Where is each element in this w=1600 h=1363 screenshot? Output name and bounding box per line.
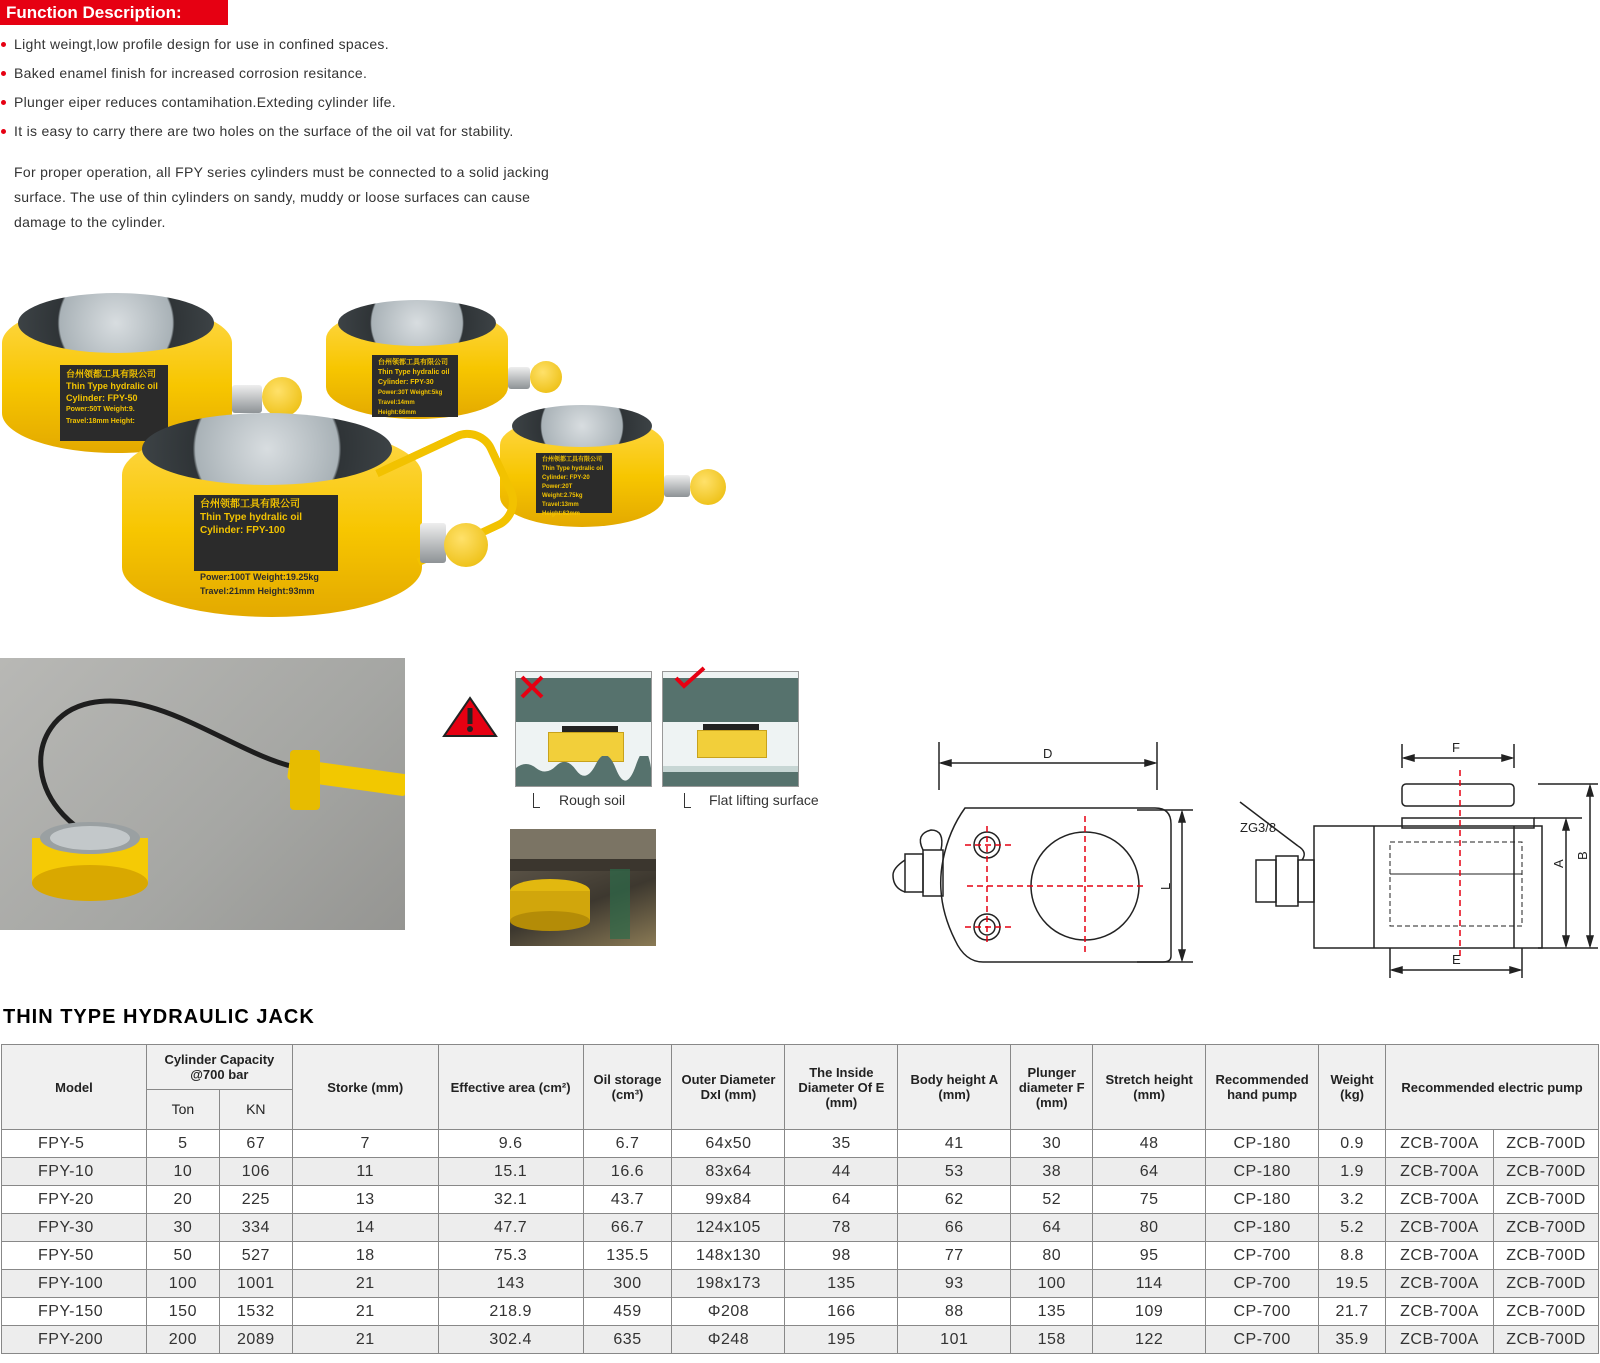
table-cell: 302.4 (438, 1326, 583, 1354)
table-cell: 80 (1093, 1214, 1206, 1242)
table-cell: CP-700 (1206, 1298, 1319, 1326)
table-cell: 109 (1093, 1298, 1206, 1326)
table-cell: 124x105 (672, 1214, 785, 1242)
table-cell: 67 (219, 1130, 292, 1158)
feature-item: It is easy to carry there are two holes on the surface of the oil vat for stability. (0, 123, 514, 152)
table-cell: 35.9 (1319, 1326, 1386, 1354)
svg-text:E: E (1452, 952, 1461, 967)
table-cell: 75 (1093, 1186, 1206, 1214)
table-row (2, 1214, 1599, 1242)
table-cell: 148x130 (672, 1242, 785, 1270)
header-stretch: Stretch height (mm) (1093, 1045, 1206, 1130)
table-cell: ZCB-700D (1493, 1186, 1598, 1214)
svg-text:B: B (1575, 851, 1590, 860)
table-cell: 77 (898, 1242, 1011, 1270)
table-cell: 64 (785, 1186, 898, 1214)
table-cell: CP-180 (1206, 1158, 1319, 1186)
table-row (2, 1130, 1599, 1158)
table-cell: CP-180 (1206, 1130, 1319, 1158)
table-cell: ZCB-700A (1386, 1158, 1494, 1186)
table-cell: 166 (785, 1298, 898, 1326)
table-cell: ZCB-700D (1493, 1298, 1598, 1326)
table-cell: 218.9 (438, 1298, 583, 1326)
operation-note: For proper operation, all FPY series cylinders must be connected to a solid jacking surface. The use of thin cylinders on sandy, muddy or loose surfaces can cause damage to the cylinder. (14, 164, 550, 230)
header-weight: Weight (kg) (1319, 1045, 1386, 1130)
table-cell: 300 (583, 1270, 672, 1298)
table-cell: Φ208 (672, 1298, 785, 1326)
header-area: Effective area (cm²) (438, 1045, 583, 1130)
table-cell: 195 (785, 1326, 898, 1354)
table-cell: 6.7 (583, 1130, 672, 1158)
table-cell: 1532 (219, 1298, 292, 1326)
table-cell: ZCB-700A (1386, 1186, 1494, 1214)
table-cell: ZCB-700D (1493, 1270, 1598, 1298)
table-row (2, 1242, 1599, 1270)
table-cell: 20 (146, 1186, 219, 1214)
table-cell: Φ248 (672, 1326, 785, 1354)
feature-item: Plunger eiper reduces contamihation.Exteding cylinder life. (0, 94, 514, 123)
table-cell: CP-700 (1206, 1326, 1319, 1354)
table-row (2, 1326, 1599, 1354)
table-cell: 93 (898, 1270, 1011, 1298)
table-cell: 106 (219, 1158, 292, 1186)
usage-photo (0, 658, 405, 930)
header-capacity: Cylinder Capacity @700 bar (146, 1045, 292, 1090)
table-cell: ZCB-700D (1493, 1158, 1598, 1186)
table-cell: 13 (292, 1186, 438, 1214)
table-cell: FPY-150 (2, 1298, 147, 1326)
table-cell: ZCB-700D (1493, 1242, 1598, 1270)
table-cell: 62 (898, 1186, 1011, 1214)
table-cell: 78 (785, 1214, 898, 1242)
table-cell: 135.5 (583, 1242, 672, 1270)
table-cell: 41 (898, 1130, 1011, 1158)
table-cell: 200 (146, 1326, 219, 1354)
table-cell: 100 (1011, 1270, 1093, 1298)
table-cell: 66.7 (583, 1214, 672, 1242)
table-cell: 50 (146, 1242, 219, 1270)
table-cell: FPY-30 (2, 1214, 147, 1242)
table-cell: 143 (438, 1270, 583, 1298)
table-cell: ZCB-700A (1386, 1298, 1494, 1326)
table-cell: 135 (785, 1270, 898, 1298)
table-row (2, 1186, 1599, 1214)
table-cell: 3.2 (1319, 1186, 1386, 1214)
table-cell: 114 (1093, 1270, 1206, 1298)
table-cell: 30 (146, 1214, 219, 1242)
table-cell: 52 (1011, 1186, 1093, 1214)
table-cell: 100 (146, 1270, 219, 1298)
table-row (2, 1158, 1599, 1186)
header-oil: Oil storage (cm³) (583, 1045, 672, 1130)
table-cell: 15.1 (438, 1158, 583, 1186)
table-cell: 158 (1011, 1326, 1093, 1354)
table-cell: 14 (292, 1214, 438, 1242)
table-cell: 53 (898, 1158, 1011, 1186)
table-cell: 38 (1011, 1158, 1093, 1186)
table-cell: ZCB-700A (1386, 1130, 1494, 1158)
header-ton: Ton (146, 1090, 219, 1130)
table-cell: 527 (219, 1242, 292, 1270)
function-description-title: Function Description: (0, 0, 228, 25)
product-label: 台州领都工具有限公司 Thin Type hydralic oil Cylinder: FPY-20 Power:20T Weight:2.75kg Travel:13mm Height:62mm (536, 453, 612, 513)
table-cell: 21 (292, 1298, 438, 1326)
svg-text:ZG3/8: ZG3/8 (1240, 820, 1277, 835)
warning-icon (442, 696, 498, 743)
table-cell: 122 (1093, 1326, 1206, 1354)
table-cell: 8.8 (1319, 1242, 1386, 1270)
table-cell: 225 (219, 1186, 292, 1214)
top-view-drawing (875, 730, 1205, 970)
table-cell: FPY-20 (2, 1186, 147, 1214)
feature-list (0, 36, 514, 152)
svg-text:F: F (1452, 742, 1460, 755)
table-cell: 7 (292, 1130, 438, 1158)
table-cell: 135 (1011, 1298, 1093, 1326)
table-cell: ZCB-700D (1493, 1214, 1598, 1242)
table-cell: ZCB-700A (1386, 1242, 1494, 1270)
table-cell: FPY-5 (2, 1130, 147, 1158)
table-cell: 95 (1093, 1242, 1206, 1270)
table-cell: 83x64 (672, 1158, 785, 1186)
table-cell: 198x173 (672, 1270, 785, 1298)
table-cell: 459 (583, 1298, 672, 1326)
table-row (2, 1298, 1599, 1326)
header-stroke: Storke (mm) (292, 1045, 438, 1130)
table-cell: 1001 (219, 1270, 292, 1298)
rough-soil-caption: Rough soil (559, 792, 626, 808)
table-cell: CP-700 (1206, 1270, 1319, 1298)
table-cell: ZCB-700D (1493, 1130, 1598, 1158)
table-cell: 43.7 (583, 1186, 672, 1214)
table-cell: 334 (219, 1214, 292, 1242)
table-cell: 5.2 (1319, 1214, 1386, 1242)
table-cell: CP-180 (1206, 1214, 1319, 1242)
table-cell: 48 (1093, 1130, 1206, 1158)
header-electric-pump: Recommended electric pump (1386, 1045, 1599, 1130)
product-label: 台州领都工具有限公司 Thin Type hydralic oil Cylinder: FPY-50 Power:50T Weight:9. Travel:18mm Height: (60, 365, 168, 441)
table-cell: 16.6 (583, 1158, 672, 1186)
wrong-mark-icon (519, 674, 545, 705)
table-cell: 9.6 (438, 1130, 583, 1158)
header-body-height: Body height A (mm) (898, 1045, 1011, 1130)
product-label: 台州领都工具有限公司 Thin Type hydralic oil Cylinder: FPY-100 (194, 495, 338, 571)
table-cell: 98 (785, 1242, 898, 1270)
table-cell: 35 (785, 1130, 898, 1158)
svg-text:D: D (1043, 746, 1053, 761)
header-model: Model (2, 1045, 147, 1130)
header-inside-diameter: The Inside Diameter Of E (mm) (785, 1045, 898, 1130)
table-cell: 2089 (219, 1326, 292, 1354)
table-cell: FPY-100 (2, 1270, 147, 1298)
table-cell: FPY-200 (2, 1326, 147, 1354)
feature-item: Baked enamel finish for increased corrosion resitance. (0, 65, 514, 94)
table-cell: 64 (1011, 1214, 1093, 1242)
table-cell: FPY-10 (2, 1158, 147, 1186)
table-cell: CP-700 (1206, 1242, 1319, 1270)
table-cell: 21.7 (1319, 1298, 1386, 1326)
table-cell: ZCB-700A (1386, 1270, 1494, 1298)
table-cell: 19.5 (1319, 1270, 1386, 1298)
spec-table (1, 1044, 1599, 1354)
table-cell: 21 (292, 1326, 438, 1354)
table-cell: 1.9 (1319, 1158, 1386, 1186)
header-hand-pump: Recommended hand pump (1206, 1045, 1319, 1130)
product-photo: 台州领都工具有限公司 Thin Type hydralic oil Cylinder: FPY-50 Power:50T Weight:9. Travel:18mm Height: 台州领都工具有限公司 Thin Type hydralic oil Cylinder: FPY-30 Power:30T Weight:5kg Travel:14mm Height:66mm 台州领都工具有限公司 Thin Type hydralic oil Cylinder: FPY-20 Power:20T Weight:2.75kg Travel:13mm Height:62mm 台州领都工具有限公司 Thin Type hydralic oil Cylinder: FPY-100 Power:100T Weight:19.25kg Travel:21mm Height:93mm (0, 285, 770, 630)
table-cell: CP-180 (1206, 1186, 1319, 1214)
table-cell: 32.1 (438, 1186, 583, 1214)
table-cell: 10 (146, 1158, 219, 1186)
table-cell: 21 (292, 1270, 438, 1298)
table-cell: 47.7 (438, 1214, 583, 1242)
table-cell: 150 (146, 1298, 219, 1326)
header-outer-diameter: Outer Diameter DxI (mm) (672, 1045, 785, 1130)
check-mark-icon (674, 666, 706, 695)
table-cell: 99x84 (672, 1186, 785, 1214)
table-cell: 66 (898, 1214, 1011, 1242)
table-cell: 5 (146, 1130, 219, 1158)
table-cell: 44 (785, 1158, 898, 1186)
svg-text:L: L (1158, 882, 1173, 890)
table-row (2, 1270, 1599, 1298)
application-photo (510, 829, 656, 946)
table-cell: 80 (1011, 1242, 1093, 1270)
header-kn: KN (219, 1090, 292, 1130)
flat-surface-caption: Flat lifting surface (709, 792, 819, 808)
table-title: THIN TYPE HYDRAULIC JACK (3, 1006, 315, 1028)
table-cell: ZCB-700A (1386, 1214, 1494, 1242)
header-plunger: Plunger diameter F (mm) (1011, 1045, 1093, 1130)
table-cell: 635 (583, 1326, 672, 1354)
feature-item: Light weingt,low profile design for use in confined spaces. (0, 36, 514, 65)
table-cell: 101 (898, 1326, 1011, 1354)
table-cell: 64 (1093, 1158, 1206, 1186)
svg-text:A: A (1551, 859, 1566, 868)
table-cell: 88 (898, 1298, 1011, 1326)
table-cell: 64x50 (672, 1130, 785, 1158)
side-view-drawing (1238, 742, 1600, 992)
table-cell: ZCB-700D (1493, 1326, 1598, 1354)
table-cell: FPY-50 (2, 1242, 147, 1270)
table-cell: 18 (292, 1242, 438, 1270)
table-cell: 0.9 (1319, 1130, 1386, 1158)
table-cell: 11 (292, 1158, 438, 1186)
table-cell: ZCB-700A (1386, 1326, 1494, 1354)
product-label: 台州领都工具有限公司 Thin Type hydralic oil Cylinder: FPY-30 Power:30T Weight:5kg Travel:14mm Height:66mm (372, 355, 458, 417)
table-cell: 30 (1011, 1130, 1093, 1158)
table-cell: 75.3 (438, 1242, 583, 1270)
